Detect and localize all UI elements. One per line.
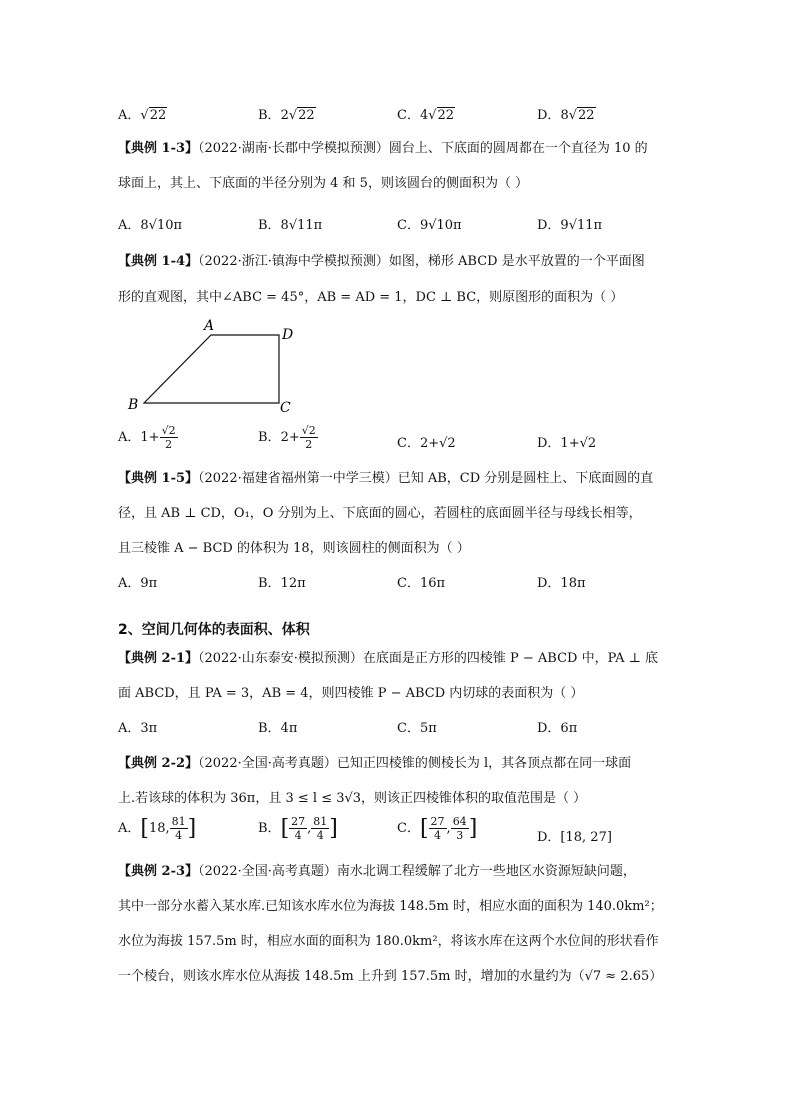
section-heading: 2、空间几何体的表面积、体积 — [118, 622, 310, 638]
option-label: A． — [118, 821, 141, 836]
ex21-option-b: B．4π — [258, 721, 298, 736]
example-2-3-line-2: 其中一部分水蓄入某水库.已知该水库水位为海拔 148.5m 时，相应水面的面积为 140.0km²； — [118, 899, 663, 914]
ex13-option-d: D．9√11π — [537, 218, 603, 233]
ex22-option-b: B．[ $\frac{27}{4}$ , $\frac{81}{4}$ ] — [258, 815, 338, 842]
numerator: 64 — [452, 815, 467, 828]
coefficient: 2 — [280, 108, 289, 123]
question-text: 已知正四棱锥的侧棱长为 l，其各顶点都在同一球面 — [336, 756, 632, 771]
q13-option-b — [258, 104, 316, 123]
ex13-option-c: C．9√10π — [397, 218, 462, 233]
ex21-option-c: C．5π — [397, 721, 437, 736]
fraction — [160, 424, 178, 451]
denominator: 4 — [294, 829, 302, 842]
ex15-option-c: C．16π — [397, 576, 446, 591]
question-text: 圆台上、下底面的圆周都在一个直径为 10 的 — [388, 141, 648, 156]
sqrt-sign: √ — [288, 108, 298, 123]
example-source: （2022·全国·高考真题） — [198, 756, 337, 771]
example-1-3-line-1 — [118, 137, 648, 156]
trapezoid-figure — [120, 312, 310, 418]
ex21-option-a: A．3π — [118, 721, 158, 736]
left-bracket: [ — [280, 816, 290, 841]
radicand: 22 — [298, 108, 315, 123]
q13-option-a — [118, 104, 167, 123]
question-text: 已知 AB，CD 分别是圆柱上、下底面圆的直 — [397, 471, 654, 486]
ex14-option-c: C．2+√2 — [397, 436, 456, 451]
ex13-option-a: A．8√10π — [118, 218, 183, 233]
numerator: 27 — [430, 815, 445, 828]
vertex-label-a: A — [204, 318, 215, 334]
left-bracket: [ — [140, 816, 149, 841]
ex22-option-c: C．[ $\frac{27}{4}$ , $\frac{64}{3}$ ] — [397, 815, 478, 842]
example-tag: 【典例 2-3】 — [118, 864, 199, 879]
ex15-option-b: B．12π — [258, 576, 306, 591]
example-source: （2022·浙江·镇海中学模拟预测） — [198, 254, 389, 269]
right-bracket: ] — [329, 816, 338, 841]
example-2-3-line-4: 一个棱台，则该水库水位从海拔 148.5m 上升到 157.5m 时，增加的水量约为（√7 ≈ 2.65） — [118, 969, 663, 984]
fraction — [451, 815, 469, 842]
radicand: 22 — [578, 108, 595, 123]
example-tag: 【典例 2-2】 — [118, 756, 199, 771]
example-source: （2022·全国·高考真题） — [198, 864, 337, 879]
sqrt-sign: √ — [568, 108, 578, 123]
example-2-3-line-1 — [118, 860, 636, 879]
option-label: C． — [397, 108, 420, 123]
example-source: （2022·湖南·长郡中学模拟预测） — [198, 141, 389, 156]
example-2-1-line-1 — [118, 647, 658, 666]
ex15-option-a: A．9π — [118, 576, 158, 591]
fraction — [429, 815, 447, 842]
example-1-4-line-1 — [118, 250, 645, 269]
example-1-4-line-2: 形的直观图，其中∠ABC = 45°，AB = AD = 1，DC ⊥ BC，则原图形的面积为（ ） — [118, 290, 624, 305]
option-prefix: 2+ — [280, 430, 300, 445]
fraction — [289, 815, 307, 842]
denominator: 2 — [165, 438, 173, 451]
trapezoid-shape — [144, 335, 279, 403]
numerator: 81 — [313, 815, 328, 828]
q13-option-c — [397, 104, 455, 123]
fraction — [170, 815, 188, 842]
denominator: 2 — [305, 438, 313, 451]
ex22-option-a — [118, 815, 196, 842]
option-label: B． — [258, 821, 281, 836]
example-1-5-line-2: 径，且 AB ⊥ CD，O₁，O 分别为上、下底面的圆心，若圆柱的底面圆半径与母线长相等， — [118, 506, 642, 521]
right-bracket: ] — [468, 816, 478, 841]
option-label: A． — [118, 108, 141, 123]
question-text: 南水北调工程缓解了北方一些地区水资源短缺问题， — [336, 864, 636, 879]
ex15-option-d: D．18π — [537, 576, 586, 591]
fraction — [311, 815, 329, 842]
numerator: 81 — [171, 815, 186, 828]
question-text: 如图，梯形 ABCD 是水平放置的一个平面图 — [388, 254, 645, 269]
option-prefix: 1+ — [140, 430, 160, 445]
ex14-option-d: D．1+√2 — [537, 436, 597, 451]
option-label: B． — [258, 108, 281, 123]
example-1-3-line-2: 球面上，其上、下底面的半径分别为 4 和 5，则该圆台的侧面积为（ ） — [118, 176, 529, 191]
radicand: 22 — [149, 108, 167, 123]
ex13-option-b: B．8√11π — [258, 218, 323, 233]
interval-left: 18, — [148, 821, 170, 836]
numerator: √2 — [301, 424, 316, 437]
example-tag: 【典例 1-5】 — [118, 471, 199, 486]
example-2-2-line-1 — [118, 752, 631, 771]
vertex-label-b: B — [128, 397, 139, 413]
option-label: B． — [258, 430, 281, 445]
denominator: 3 — [456, 829, 464, 842]
example-source: （2022·福建省福州第一中学三模） — [198, 471, 398, 486]
example-2-2-line-2: 上.若该球的体积为 36π，且 3 ≤ l ≤ 3√3，则该正四棱锥体积的取值范围是（ ） — [118, 791, 587, 806]
denominator: 4 — [316, 829, 324, 842]
option-label: C． — [397, 821, 420, 836]
sqrt-sign: √ — [140, 108, 149, 123]
sqrt-sign: √ — [428, 108, 437, 123]
example-source: （2022·山东泰安·模拟预测） — [198, 651, 363, 666]
ex14-option-b — [258, 424, 318, 451]
fraction — [300, 424, 318, 451]
question-text: 在底面是正方形的四棱锥 P − ABCD 中，PA ⊥ 底 — [362, 651, 659, 666]
radicand: 22 — [437, 108, 455, 123]
example-1-5-line-3: 且三棱锥 A − BCD 的体积为 18，则该圆柱的侧面积为（ ） — [118, 541, 470, 556]
denominator: 4 — [175, 829, 183, 842]
q13-option-d — [537, 104, 596, 123]
numerator: √2 — [161, 424, 176, 437]
right-bracket: ] — [187, 816, 197, 841]
numerator: 27 — [291, 815, 306, 828]
option-label: D． — [537, 108, 561, 123]
ex21-option-d: D．6π — [537, 721, 578, 736]
denominator: 4 — [434, 829, 442, 842]
vertex-label-c: C — [280, 400, 291, 416]
example-1-5-line-1 — [118, 467, 653, 486]
example-tag: 【典例 1-4】 — [118, 254, 199, 269]
ex22-option-d: D．[18, 27] — [537, 830, 612, 845]
example-2-1-line-2: 面 ABCD，且 PA = 3，AB = 4，则四棱锥 P − ABCD 内切球的表面积为（ ） — [118, 686, 584, 701]
coefficient: 4 — [419, 108, 429, 123]
ex14-option-a — [118, 424, 178, 451]
coefficient: 8 — [560, 108, 569, 123]
option-label: A． — [118, 430, 141, 445]
left-bracket: [ — [419, 816, 429, 841]
example-2-3-line-3: 水位为海拔 157.5m 时，相应水面的面积为 180.0km²，将该水库在这两个水位间的形状看作 — [118, 934, 659, 949]
example-tag: 【典例 2-1】 — [118, 651, 199, 666]
example-tag: 【典例 1-3】 — [118, 141, 199, 156]
vertex-label-d: D — [282, 327, 294, 343]
